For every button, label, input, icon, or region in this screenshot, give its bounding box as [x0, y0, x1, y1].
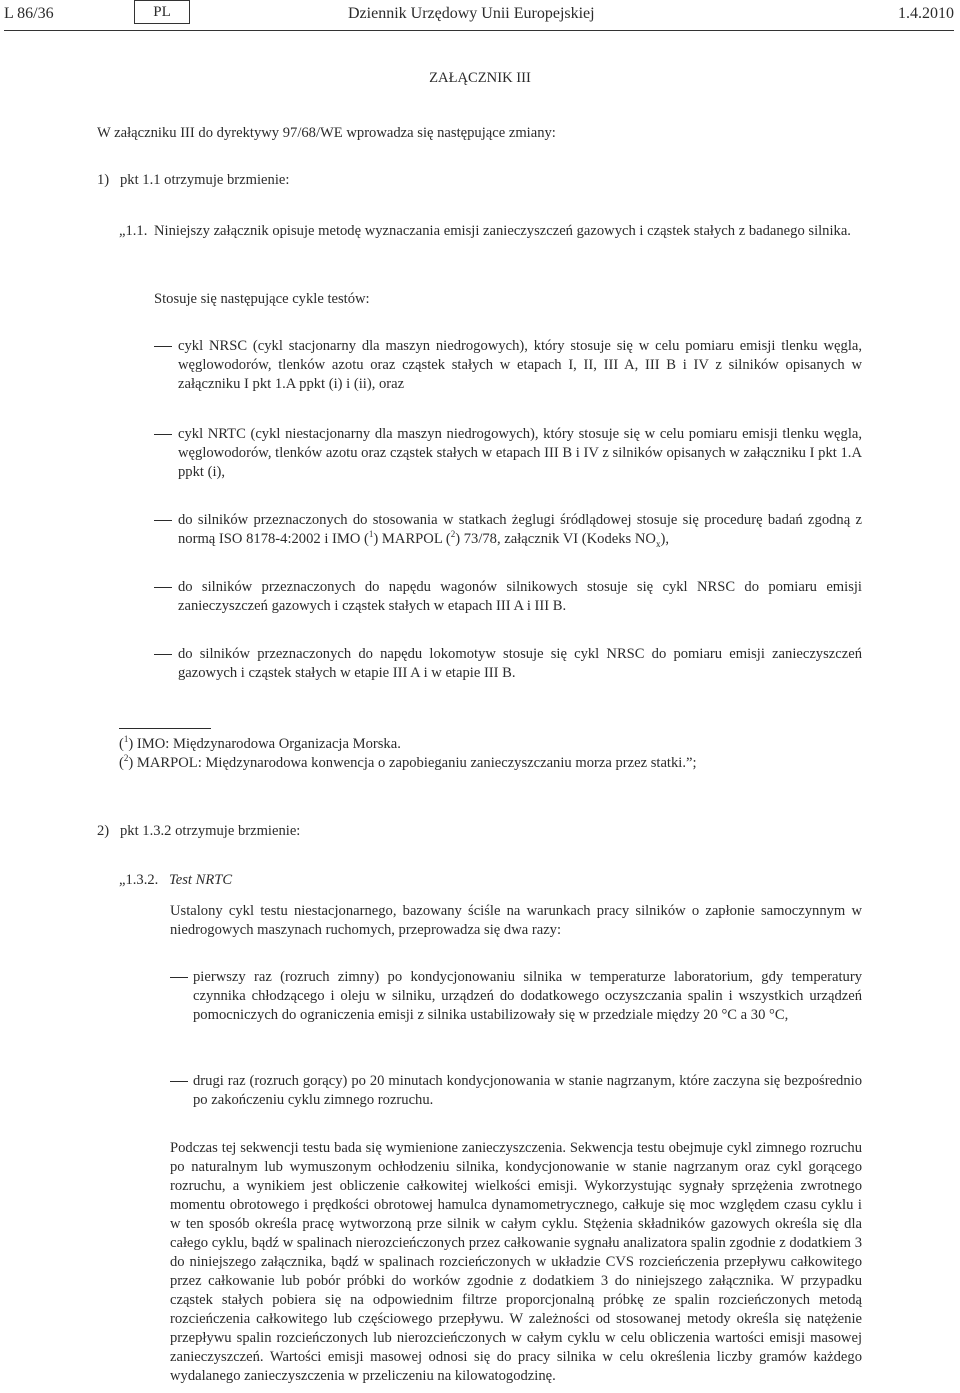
publication-date: 1.4.2010	[898, 5, 954, 22]
bullet-dash	[170, 977, 188, 978]
bullet-dash	[170, 1081, 188, 1082]
bullet-dash	[154, 587, 172, 588]
bullet-inland-waterway-tail: ) 73/78, załącznik VI (Kodeks NO	[455, 531, 656, 547]
bullet-dash	[154, 654, 172, 655]
footnote-ref-2[interactable]: 2	[450, 529, 456, 540]
footnote-2-mark: 2	[123, 753, 129, 764]
page-reference: L 86/36	[4, 5, 54, 22]
bullet-dash	[154, 520, 172, 521]
bullet-inland-waterway-end: ),	[660, 531, 669, 547]
language-badge	[134, 0, 190, 24]
footnote-1-mark: 1	[123, 734, 129, 745]
header-rule	[4, 30, 954, 31]
footnote-rule	[119, 728, 211, 729]
item-2-text: pkt 1.3.2 otrzymuje brzmienie:	[120, 823, 301, 839]
annex-title: ZAŁĄCZNIK III	[429, 70, 531, 86]
footnote-1-text: IMO: Międzynarodowa Organizacja Morska.	[136, 736, 401, 752]
bullet-locomotives: do silników przeznaczonych do napędu lokomotyw stosuje się cykl NRSC do pomiaru emisji zanieczyszczeń gazowych i cząstek stałych w etapie III A i w etapie III B.	[178, 646, 862, 681]
bullet-inland-waterway-mid: ) MARPOL (	[373, 531, 451, 547]
subsection-1-3-2-number: „1.3.2.	[119, 872, 159, 888]
nox-subscript: x	[655, 538, 661, 549]
nrtc-intro-paragraph: Ustalony cykl testu niestacjonarnego, bazowany ściśle na warunkach pracy silników o zapłonie samoczynnym w niedrogowych maszynach ruchomych, przeprowadza się dwa razy:	[170, 903, 862, 938]
subsection-1-1-text	[154, 222, 864, 241]
subsection-1-3-2-title: Test NRTC	[169, 872, 233, 888]
subsection-1-1-number: „1.1.	[119, 223, 148, 239]
bullet-inland-waterway	[178, 511, 862, 549]
intro-paragraph: W załączniku III do dyrektywy 97/68/WE wprowadza się następujące zmiany:	[97, 125, 556, 141]
language-badge-label: PL	[153, 3, 171, 20]
journal-title: Dziennik Urzędowy Unii Europejskiej	[348, 5, 595, 22]
nrtc-procedure-paragraph: Podczas tej sekwencji testu bada się wymienione zanieczyszczenia. Sekwencja testu obejmuje cykl zimnego rozruchu po naturalnym lub wymuszonym ochłodzeniu silnika, kondycjonowanie w stanie nagrzanym oraz cykl gorącego rozruchu, a wynikiem jest obliczenie całkowitej wielkości emisji. Wykorzystując sygnały sprzężenia zwrotnego momentu obrotowego i prędkości obrotowej hamulca dynamometrycznego, całkuje się moc względem czasu cyklu i w ten sposób określa pracę wytworzoną prze silnik w całym cyklu. Stężenia składników gazowych określa się dla całego cyklu, bądź w spalinach nierozcieńczonych przez całkowanie sygnału analizatora spalin zgodnie z dodatkiem 3 do niniejszego załącznika, bądź w spalinach rozcieńczonych w układzie CVS rozcieńczenia przepływu całkowitego przez całkowanie lub pobór próbki do worków zgodnie z dodatkiem 3 do niniejszego załącznika. W przypadku cząstek stałych pobiera się na odpowiednim filtrze proporcjonalną próbkę ze spalin rozcieńczonych metodą rozcieńczenia całkowitego lub częściowego przepływu. W zależności od stosowanej metody określa się natężenie przepływu spalin rozcieńczonych lub nierozcieńczonych w całym cyklu w celu obliczenia wartości emisji masowej zanieczyszczeń. Wartości emisji masowej odnosi się do pracy silnika w celu określenia liczby gramów każdego wydalanego zanieczyszczenia w przeliczeniu na kilowatogodzinę.	[170, 1140, 862, 1384]
footnote-ref-1[interactable]: 1	[368, 529, 374, 540]
cycles-intro: Stosuje się następujące cykle testów:	[154, 291, 370, 307]
footnote-2-text: MARPOL: Międzynarodowa konwencja o zapobieganiu zanieczyszczaniu morza przez statki.”;	[136, 755, 697, 771]
footnote-1: ($^1$) IMO: Międzynarodowa Organizacja Morska.	[119, 734, 401, 752]
bullet-railcars: do silników przeznaczonych do napędu wagonów silnikowych stosuje się cykl NRSC do pomiaru emisji zanieczyszczeń gazowych i cząstek stałych w etapach III A i III B.	[178, 579, 862, 614]
bullet-dash	[154, 346, 172, 347]
bullet-cold-start: pierwszy raz (rozruch zimny) po kondycjonowaniu silnika w temperaturze laboratorium, gdy temperatury czynnika chłodzącego i oleju w silniku, urządzeń do dodatkowego oczyszczania spalin i wszystkich urządzeń pomocniczych do ograniczenia emisji z silnika ustabilizowały się w przedziale między 20 °C a 30 °C,	[193, 969, 862, 1023]
item-1-text: pkt 1.1 otrzymuje brzmienie:	[120, 172, 290, 188]
bullet-nrsc: cykl NRSC (cykl stacjonarny dla maszyn niedrogowych), który stosuje się w celu pomiaru emisji tlenku węgla, węglowodorów, tlenków azotu oraz cząstek stałych w etapach I, II, III A, III B i IV z silników opisanych w załączniku I pkt 1.A ppkt (i) i (ii), oraz	[178, 338, 862, 392]
item-1-number: 1)	[97, 172, 110, 188]
bullet-nrtc: cykl NRTC (cykl niestacjonarny dla maszyn niedrogowych), który stosuje się w celu pomiaru emisji tlenku węgla, węglowodorów, tlenków azotu oraz cząstek stałych w etapach III B i IV z silników opisanych w załączniku I pkt 1.A ppkt (i),	[178, 426, 862, 480]
bullet-inland-waterway-text: do silników przeznaczonych do stosowania w statkach żeglugi śródlądowej stosuje się procedurę badań zgodną z normą ISO 8178-4:2002 i IMO (	[178, 512, 862, 547]
footnote-2: ($^2$) MARPOL: Międzynarodowa konwencja o zapobieganiu zanieczyszczaniu morza przez statki.”;	[119, 753, 697, 771]
subsection-1-1-body: Niniejszy załącznik opisuje metodę wyznaczania emisji zanieczyszczeń gazowych i cząstek stałych z badanego silnika.	[154, 223, 851, 239]
item-2-number: 2)	[97, 823, 110, 839]
bullet-hot-start: drugi raz (rozruch gorący) po 20 minutach kondycjonowania w stanie nagrzanym, które zaczyna się bezpośrednio po zakończeniu cyklu zimnego rozruchu.	[193, 1073, 862, 1108]
bullet-dash	[154, 434, 172, 435]
